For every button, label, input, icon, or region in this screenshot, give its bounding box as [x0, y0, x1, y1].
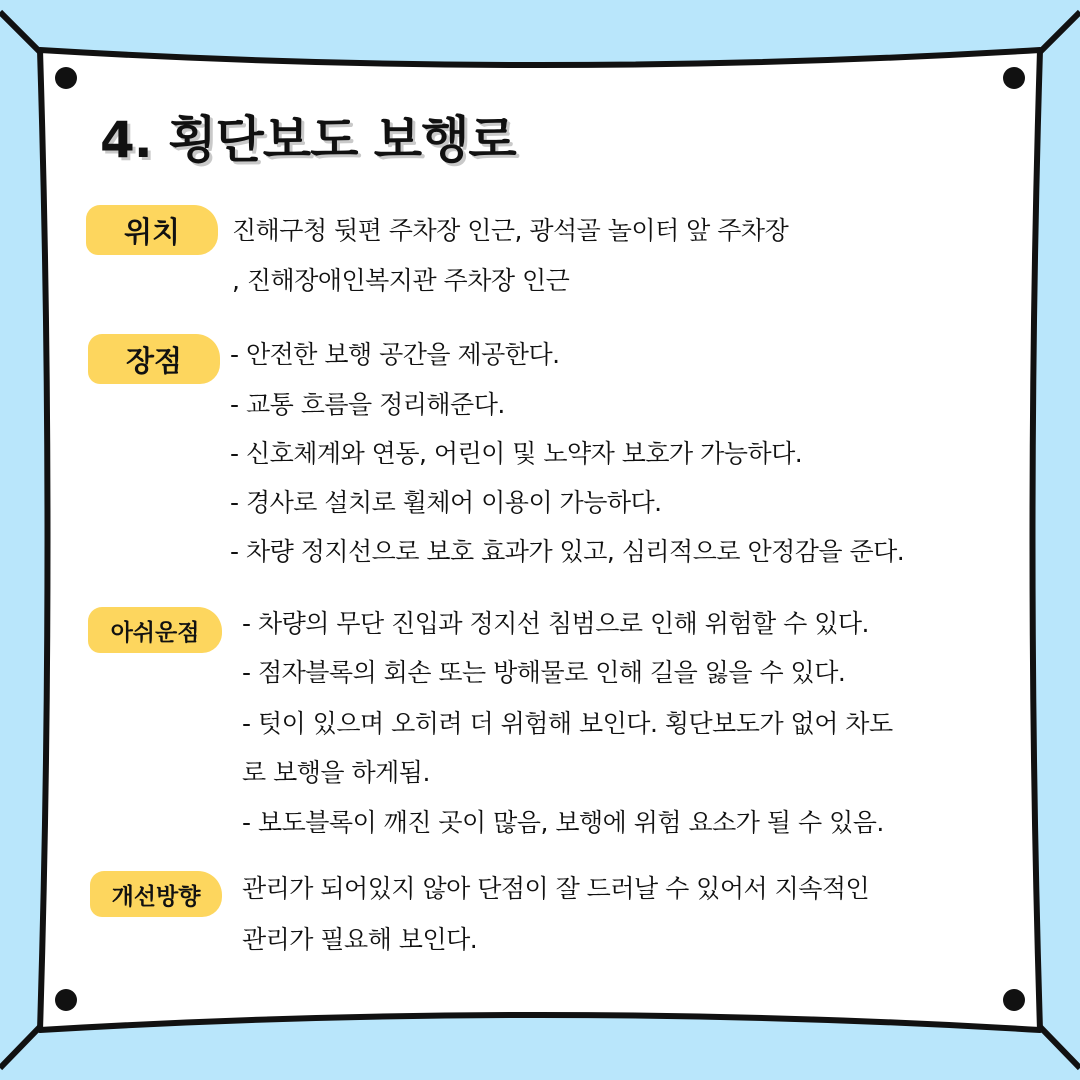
location-line-2: , 진해장애인복지관 주차장 인근 [232, 266, 570, 295]
improvement-line-1: 관리가 되어있지 않아 단점이 잘 드러날 수 있어서 지속적인 [242, 874, 870, 903]
badge-advantages: 장점 [88, 334, 220, 384]
shortcomings-line-2: - 점자블록의 회손 또는 방해물로 인해 길을 잃을 수 있다. [242, 658, 846, 687]
advantages-line-4: - 경사로 설치로 휠체어 이용이 가능하다. [230, 488, 662, 517]
location-line-1: 진해구청 뒷편 주차장 인근, 광석골 놀이터 앞 주차장 [232, 216, 789, 245]
badge-improvement: 개선방향 [90, 871, 222, 917]
advantages-line-5: - 차량 정지선으로 보호 효과가 있고, 심리적으로 안정감을 준다. [230, 537, 905, 566]
advantages-line-1: - 안전한 보행 공간을 제공한다. [230, 340, 560, 369]
shortcomings-line-1: - 차량의 무단 진입과 정지선 침범으로 인해 위험할 수 있다. [242, 609, 869, 638]
page-title: 4. 횡단보도 보행로 [100, 111, 516, 169]
shortcomings-line-3: - 텃이 있으며 오히려 더 위험해 보인다. 횡단보도가 없어 차도 [242, 709, 893, 738]
shortcomings-line-5: - 보도블록이 깨진 곳이 많음, 보행에 위험 요소가 될 수 있음. [242, 808, 884, 837]
advantages-line-2: - 교통 흐름을 정리해준다. [230, 390, 505, 419]
improvement-line-2: 관리가 필요해 보인다. [242, 925, 478, 954]
badge-location: 위치 [86, 205, 218, 255]
badge-shortcomings: 아쉬운점 [88, 607, 222, 653]
advantages-line-3: - 신호체계와 연동, 어린이 및 노약자 보호가 가능하다. [230, 439, 803, 468]
shortcomings-line-4: 로 보행을 하게됨. [242, 758, 430, 787]
